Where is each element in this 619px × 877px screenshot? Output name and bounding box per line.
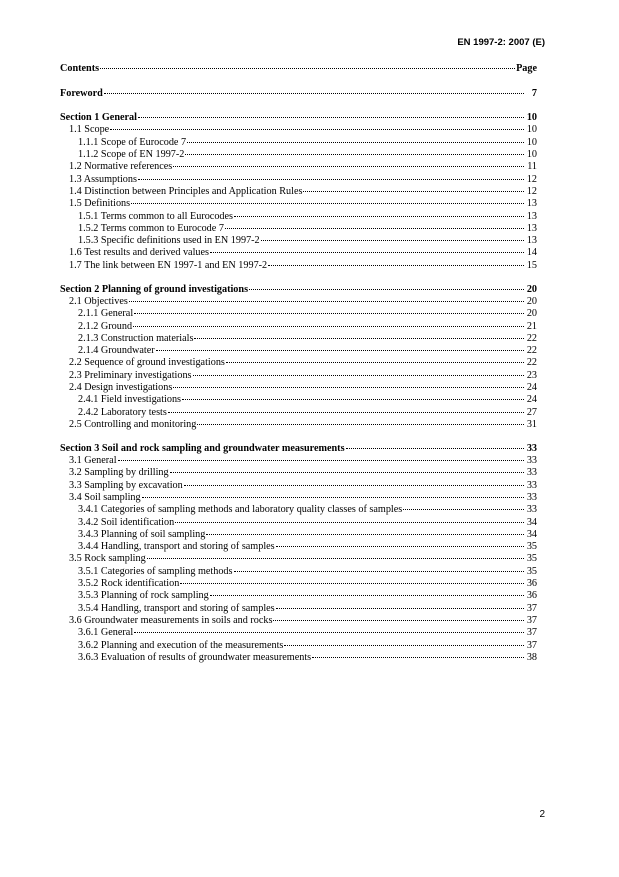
toc-entry[interactable] — [60, 455, 537, 467]
dot-leader — [225, 228, 524, 229]
toc-entry-page: 27 — [526, 406, 537, 418]
toc-entry[interactable] — [60, 517, 537, 529]
toc-entry[interactable] — [60, 211, 537, 223]
toc-entry-page: 33 — [526, 504, 537, 516]
dot-leader — [182, 399, 524, 400]
dot-leader — [147, 558, 524, 559]
toc-entry-page: 33 — [526, 442, 537, 454]
dot-leader — [346, 448, 524, 449]
toc-entry-label: 3.5.2 Rock identification — [78, 578, 180, 590]
toc-entry-label: 2.4.1 Field investigations — [78, 394, 182, 406]
toc-entry-page: 36 — [526, 590, 537, 602]
dot-leader — [249, 289, 524, 290]
sections-container — [60, 100, 537, 664]
dot-leader — [276, 546, 524, 547]
toc-entry-label: 3.3 Sampling by excavation — [69, 479, 183, 491]
toc-entry-label: 2.1 Objectives — [69, 295, 128, 307]
toc-entry[interactable] — [60, 321, 537, 333]
toc-entry-page: 24 — [526, 382, 537, 394]
dot-leader — [138, 117, 524, 118]
page-number: 2 — [539, 809, 545, 820]
toc-entry-page: 35 — [526, 565, 537, 577]
dot-leader — [193, 375, 524, 376]
toc-entry-label: 3.6.2 Planning and execution of the measurements — [78, 639, 284, 651]
dot-leader — [185, 154, 524, 155]
toc-entry-label: 1.5 Definitions — [69, 198, 131, 210]
toc-entry-page: 20 — [526, 308, 537, 320]
dot-leader — [403, 509, 524, 510]
dot-leader — [118, 460, 524, 461]
dot-leader — [210, 252, 524, 253]
toc-entry-page: 38 — [526, 651, 537, 663]
toc-entry[interactable] — [60, 578, 537, 590]
toc-entry-label: Foreword — [60, 87, 103, 99]
toc-entry[interactable] — [60, 652, 537, 664]
dot-leader — [173, 387, 524, 388]
toc-entry-page: 34 — [526, 516, 537, 528]
toc-entry[interactable] — [60, 590, 537, 602]
toc-entry-label: 3.4.3 Planning of soil sampling — [78, 528, 206, 540]
dot-leader — [168, 412, 524, 413]
toc-entry-page: 37 — [526, 627, 537, 639]
dot-leader — [175, 522, 524, 523]
toc-entry-page: 20 — [526, 295, 537, 307]
toc-entry[interactable] — [60, 615, 537, 627]
dot-leader — [261, 240, 524, 241]
toc-entry[interactable] — [60, 627, 537, 639]
toc-entry-label: 3.4.1 Categories of sampling methods and laboratory quality classes of samples — [78, 504, 403, 516]
toc-entry-label: 2.4 Design investigations — [69, 382, 173, 394]
spacer — [60, 100, 537, 112]
toc-entry-label: 1.5.2 Terms common to Eurocode 7 — [78, 222, 224, 234]
toc-entry-page: 31 — [526, 418, 537, 430]
toc-entry[interactable] — [60, 382, 537, 394]
toc-entry[interactable] — [60, 394, 537, 406]
toc-section-heading[interactable] — [60, 443, 537, 455]
page-column-heading: Page — [516, 63, 537, 74]
contents-heading: Contents — [60, 63, 100, 74]
toc-entry-label: 3.4 Soil sampling — [69, 491, 141, 503]
toc-entry-page: 35 — [526, 541, 537, 553]
toc-entry[interactable] — [60, 504, 537, 516]
toc-entry[interactable] — [60, 603, 537, 615]
dot-leader — [273, 620, 524, 621]
toc-entry-page: 21 — [526, 320, 537, 332]
toc-entry-label: 1.1.2 Scope of EN 1997-2 — [78, 149, 185, 161]
toc-entry-label: 1.6 Test results and derived values — [69, 247, 209, 259]
toc-entry[interactable] — [60, 260, 537, 272]
toc-entry-label: 3.1 General — [69, 455, 117, 467]
table-of-contents — [60, 63, 537, 664]
toc-entry[interactable] — [60, 137, 537, 149]
toc-entry-label: 3.6.3 Evaluation of results of groundwater measurements — [78, 651, 312, 663]
toc-entry[interactable] — [60, 174, 537, 186]
dot-leader — [156, 350, 524, 351]
toc-entry-page: 23 — [526, 369, 537, 381]
toc-entry-page: 36 — [526, 578, 537, 590]
dot-leader — [210, 595, 524, 596]
spacer — [60, 431, 537, 443]
dot-leader — [180, 583, 524, 584]
dot-leader — [234, 571, 525, 572]
toc-entry-page: 10 — [526, 112, 537, 124]
toc-entry-label: 3.6 Groundwater measurements in soils and rocks — [69, 614, 273, 626]
toc-entry-label: 2.5 Controlling and monitoring — [69, 418, 197, 430]
toc-section-heading[interactable] — [60, 284, 537, 296]
dot-leader — [138, 179, 524, 180]
dot-leader — [268, 265, 524, 266]
toc-entry-page: 13 — [526, 198, 537, 210]
toc-entry-label: 2.3 Preliminary investigations — [69, 369, 192, 381]
dot-leader — [206, 534, 524, 535]
dot-leader — [187, 142, 524, 143]
toc-entry[interactable] — [60, 553, 537, 565]
toc-entry-page: 34 — [526, 528, 537, 540]
toc-entry-page: 24 — [526, 394, 537, 406]
toc-entry[interactable] — [60, 467, 537, 479]
dot-leader — [312, 657, 524, 658]
toc-entry-label: 3.5.1 Categories of sampling methods — [78, 565, 233, 577]
toc-entry[interactable] — [60, 333, 537, 345]
toc-entry-label: 1.2 Normative references — [69, 161, 173, 173]
toc-entry-page: 37 — [526, 614, 537, 626]
toc-entry[interactable] — [60, 223, 537, 235]
toc-entry-label: 2.1.3 Construction materials — [78, 332, 194, 344]
toc-entry-page: 12 — [526, 173, 537, 185]
toc-entry-page: 22 — [526, 345, 537, 357]
dot-leader — [131, 203, 524, 204]
toc-entry-label: 1.4 Distinction between Principles and Application Rules — [69, 185, 303, 197]
toc-entry-page: 20 — [526, 283, 537, 295]
toc-entry-label: Section 2 Planning of ground investigations — [60, 283, 249, 295]
dot-leader — [234, 216, 524, 217]
dot-leader — [104, 93, 524, 94]
toc-entry[interactable] — [60, 357, 537, 369]
toc-entry[interactable] — [60, 370, 537, 382]
toc-entry[interactable] — [60, 640, 537, 652]
toc-entry-page: 14 — [526, 247, 537, 259]
toc-entry-label: 3.5.4 Handling, transport and storing of samples — [78, 602, 275, 614]
dot-leader — [226, 362, 524, 363]
toc-entry-page: 33 — [526, 491, 537, 503]
toc-entry-page: 33 — [526, 467, 537, 479]
dot-leader — [110, 129, 524, 130]
toc-entry[interactable] — [60, 235, 537, 247]
toc-entry-label: 1.3 Assumptions — [69, 173, 137, 185]
toc-entry-label: 1.1 Scope — [69, 124, 110, 136]
dot-leader — [173, 166, 524, 167]
toc-entry-label: 2.4.2 Laboratory tests — [78, 406, 167, 418]
toc-entry-page: 10 — [526, 149, 537, 161]
toc-entry-page: 13 — [526, 222, 537, 234]
dot-leader — [129, 301, 524, 302]
dot-leader — [100, 68, 515, 69]
dot-leader — [142, 497, 524, 498]
toc-section-heading[interactable] — [60, 112, 537, 124]
toc-entry-page: 11 — [527, 161, 537, 173]
toc-entry[interactable] — [60, 198, 537, 210]
toc-entry-label: 2.1.4 Groundwater — [78, 345, 155, 357]
toc-entry-label: 2.1.1 General — [78, 308, 134, 320]
toc-entry-page: 33 — [526, 479, 537, 491]
toc-entry-label: 1.5.3 Specific definitions used in EN 1997-2 — [78, 235, 260, 247]
dot-leader — [303, 191, 524, 192]
toc-entry-label: Section 3 Soil and rock sampling and groundwater measurements — [60, 442, 345, 454]
toc-entry-label: 1.1.1 Scope of Eurocode 7 — [78, 136, 187, 148]
toc-entry-page: 7 — [531, 87, 537, 99]
dot-leader — [134, 313, 524, 314]
toc-entry[interactable] — [60, 566, 537, 578]
toc-entry[interactable] — [60, 296, 537, 308]
toc-entry[interactable] — [60, 247, 537, 259]
toc-entry-page: 13 — [526, 235, 537, 247]
toc-entry-label: 3.5.3 Planning of rock sampling — [78, 590, 209, 602]
toc-entry-page: 13 — [526, 210, 537, 222]
toc-entry[interactable] — [60, 407, 537, 419]
toc-entry[interactable] — [60, 186, 537, 198]
dot-leader — [197, 424, 524, 425]
toc-entry-label: 3.5 Rock sampling — [69, 553, 146, 565]
toc-entry-label: 2.1.2 Ground — [78, 320, 133, 332]
toc-entry-label: 3.4.2 Soil identification — [78, 516, 175, 528]
toc-entry[interactable] — [60, 541, 537, 553]
toc-entry[interactable] — [60, 345, 537, 357]
toc-entry[interactable] — [60, 161, 537, 173]
toc-entry-label: 2.2 Sequence of ground investigations — [69, 357, 225, 369]
toc-entry-page: 12 — [526, 185, 537, 197]
toc-entry-label: 1.5.1 Terms common to all Eurocodes — [78, 210, 233, 222]
toc-entry-label: 1.7 The link between EN 1997-1 and EN 1997-2 — [69, 259, 268, 271]
dot-leader — [134, 632, 524, 633]
toc-entry-label: 3.6.1 General — [78, 627, 134, 639]
toc-entry-page: 22 — [526, 357, 537, 369]
dot-leader — [194, 338, 524, 339]
toc-entry-page: 37 — [526, 602, 537, 614]
toc-entry-page: 35 — [526, 553, 537, 565]
toc-entry[interactable] — [60, 308, 537, 320]
dot-leader — [276, 608, 524, 609]
toc-entry-page: 10 — [526, 124, 537, 136]
toc-entry-page: 10 — [526, 136, 537, 148]
toc-entry-page: 33 — [526, 455, 537, 467]
toc-entry-page: 15 — [526, 259, 537, 271]
toc-entry-page: 22 — [526, 332, 537, 344]
toc-entry-page: 37 — [526, 639, 537, 651]
spacer — [60, 272, 537, 284]
toc-entry[interactable] — [60, 529, 537, 541]
toc-entry-label: Section 1 General — [60, 112, 137, 124]
dot-leader — [133, 326, 524, 327]
toc-entry-foreword[interactable] — [60, 88, 537, 100]
dot-leader — [184, 485, 524, 486]
toc-entry[interactable] — [60, 480, 537, 492]
spacer — [60, 75, 537, 87]
toc-entry[interactable] — [60, 124, 537, 136]
dot-leader — [170, 472, 524, 473]
toc-entry[interactable] — [60, 149, 537, 161]
dot-leader — [284, 645, 524, 646]
document-id-header: EN 1997-2: 2007 (E) — [457, 37, 545, 48]
toc-entry-label: 3.4.4 Handling, transport and storing of samples — [78, 541, 275, 553]
toc-entry[interactable] — [60, 492, 537, 504]
contents-heading-row — [60, 63, 537, 75]
toc-entry[interactable] — [60, 419, 537, 431]
toc-entry-label: 3.2 Sampling by drilling — [69, 467, 169, 479]
